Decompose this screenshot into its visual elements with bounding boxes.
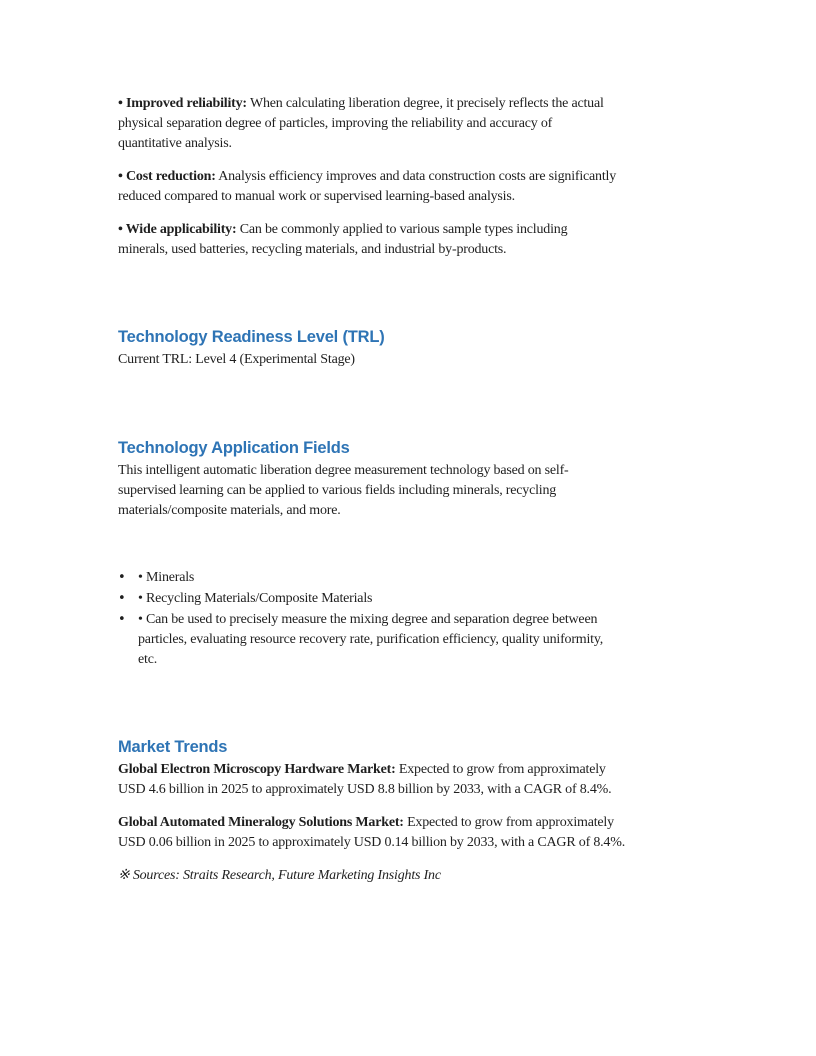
text-line — [118, 167, 700, 187]
market-paragraph-automated-mineralogy — [118, 813, 700, 853]
benefit-lead-bold: • Wide applicability: — [118, 222, 237, 237]
benefit-lead-bold: • Improved reliability: — [118, 96, 247, 111]
text-line — [118, 760, 700, 780]
text-line — [118, 780, 700, 800]
body-text: reduced compared to manual work or supervised learning-based analysis. — [118, 189, 515, 204]
body-text: USD 0.06 billion in 2025 to approximately USD 0.14 billion by 2033, with a CAGR of 8.4%. — [118, 835, 625, 850]
body-text: When calculating liberation degree, it precisely reflects the actual — [246, 96, 604, 111]
benefit-lead-bold: • Cost reduction: — [118, 169, 216, 184]
bullet-icon: • — [118, 591, 126, 606]
bullet-icon: • — [118, 570, 126, 585]
body-text: USD 4.6 billion in 2025 to approximately USD 8.8 billion by 2033, with a CAGR of 8.4%. — [118, 782, 612, 797]
text-line — [118, 813, 700, 833]
benefit-paragraph-cost — [118, 167, 700, 207]
benefit-paragraph-reliability — [118, 94, 700, 154]
list-item-text — [138, 568, 700, 588]
body-text: Analysis efficiency improves and data construction costs are significantly — [215, 169, 617, 184]
body-text: quantitative analysis. — [118, 136, 232, 151]
application-fields-intro — [118, 461, 700, 521]
text-line: etc. — [138, 652, 158, 667]
body-text: Can be commonly applied to various sample types including — [236, 222, 568, 237]
list-item-text — [138, 589, 700, 609]
body-text: physical separation degree of particles, improving the reliability and accuracy of — [118, 116, 553, 131]
text-line — [118, 114, 700, 134]
body-text: minerals, used batteries, recycling materials, and industrial by-products. — [118, 242, 507, 257]
text-line — [118, 833, 700, 853]
text-line: This intelligent automatic liberation degree measurement technology based on self- — [118, 463, 569, 478]
text-line — [118, 187, 700, 207]
list-item — [118, 610, 700, 670]
text-line: • Recycling Materials/Composite Materials — [138, 591, 373, 606]
application-fields-list — [118, 568, 700, 670]
market-lead-bold: Global Automated Mineralogy Solutions Market: — [118, 815, 404, 830]
bullet-icon: • — [118, 612, 126, 627]
market-lead-bold: Global Electron Microscopy Hardware Market: — [118, 762, 396, 777]
list-item — [118, 568, 700, 588]
trl-current-level: Current TRL: Level 4 (Experimental Stage) — [118, 352, 355, 367]
market-paragraph-electron-microscopy — [118, 760, 700, 800]
body-text: Expected to grow from approximately — [395, 762, 606, 777]
text-line — [118, 220, 700, 240]
text-line: materials/composite materials, and more. — [118, 503, 341, 518]
section-heading-application-fields: Technology Application Fields — [118, 439, 350, 457]
section-heading-market-trends: Market Trends — [118, 738, 228, 756]
text-line — [118, 240, 700, 260]
text-line — [118, 94, 700, 114]
section-heading-trl: Technology Readiness Level (TRL) — [118, 328, 385, 346]
text-line: • Can be used to precisely measure the mixing degree and separation degree between — [138, 612, 598, 627]
list-item — [118, 589, 700, 609]
list-item-text — [138, 610, 700, 670]
benefit-paragraph-applicability — [118, 220, 700, 260]
text-line: particles, evaluating resource recovery rate, purification efficiency, quality uniformity, — [138, 632, 604, 647]
text-line: • Minerals — [138, 570, 195, 585]
document-content — [118, 0, 700, 886]
sources-note: ※ Sources: Straits Research, Future Marketing Insights Inc — [118, 868, 441, 883]
body-text: Expected to grow from approximately — [403, 815, 614, 830]
text-line — [118, 134, 700, 154]
text-line: supervised learning can be applied to various fields including minerals, recycling — [118, 483, 557, 498]
